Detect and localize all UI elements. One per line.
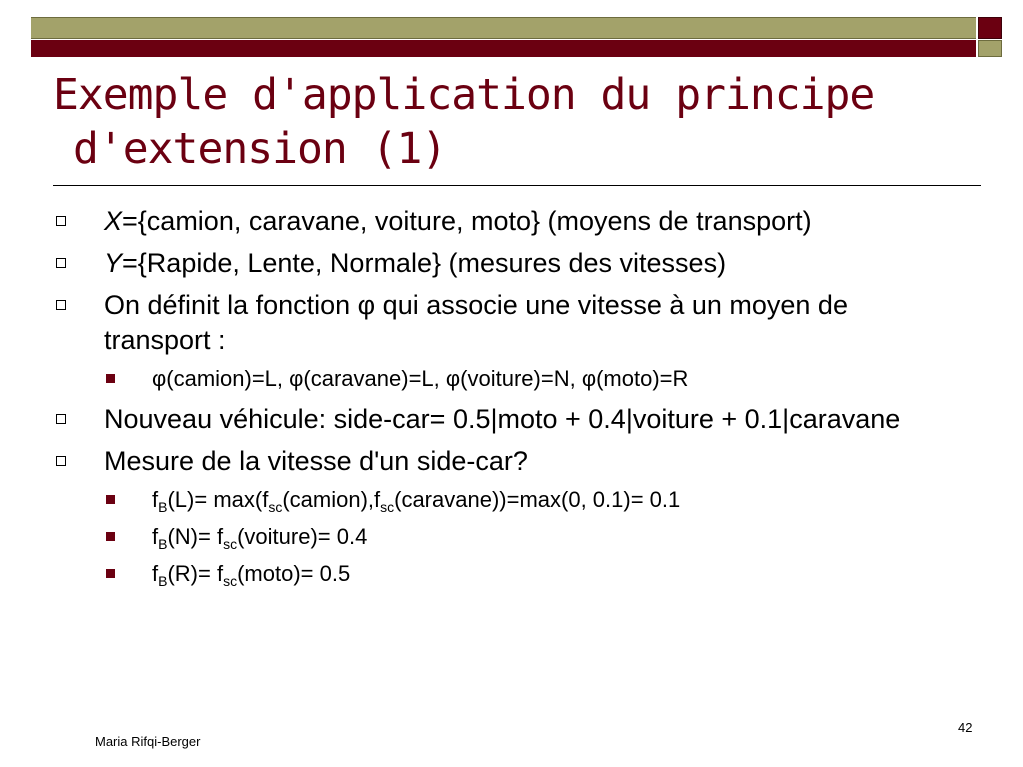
title-line-2: d'extension (1)	[73, 124, 447, 174]
filled-square-bullet-icon	[106, 532, 115, 541]
hollow-square-bullet-icon	[56, 456, 66, 466]
bullet-y-set: Y={Rapide, Lente, Normale} (mesures des vitesses)	[104, 246, 904, 281]
page-number: 42	[958, 720, 973, 735]
filled-square-bullet-icon	[106, 569, 115, 578]
slide-body	[0, 204, 1023, 597]
hollow-square-bullet-icon	[56, 258, 66, 268]
sub-bullet-phi-values: φ(camion)=L, φ(caravane)=L, φ(voiture)=N, φ(moto)=R	[152, 365, 952, 393]
bullet-speed-question: Mesure de la vitesse d'un side-car?	[104, 444, 904, 479]
sub-bullet-fb-l: $f_B(L)=$ $\max(f_{sc}(camion),f_{sc}(caravane))=\max(0$, 0.1)= 0.1	[152, 486, 952, 514]
footer-author: Maria Rifqi-Berger	[95, 734, 201, 749]
header-band-maroon	[31, 40, 976, 57]
slide-title	[53, 68, 953, 176]
sub-bullet-fb-n: $f_B(N)=$ $f_{sc}(voiture)= 0.4$	[152, 523, 952, 551]
bullet-new-vehicle: Nouveau véhicule: side-car= 0.5|moto + 0.4|voiture + 0.1|caravane	[104, 402, 904, 437]
title-rule	[53, 185, 981, 186]
filled-square-bullet-icon	[106, 374, 115, 383]
hollow-square-bullet-icon	[56, 414, 66, 424]
header-band-olive	[31, 17, 976, 39]
filled-square-bullet-icon	[106, 495, 115, 504]
bullet-function-def: On définit la fonction φ qui associe une vitesse à un moyen de transport :	[104, 288, 904, 358]
title-line-1: Exemple d'application du principe	[53, 70, 875, 120]
hollow-square-bullet-icon	[56, 216, 66, 226]
corner-square-olive	[978, 40, 1002, 57]
hollow-square-bullet-icon	[56, 300, 66, 310]
sub-bullet-fb-r: $f_B(R)=$ $f_{sc}(moto)= 0.5$	[152, 560, 952, 588]
corner-square-maroon	[978, 17, 1002, 39]
bullet-x-set: X={camion, caravane, voiture, moto} (moyens de transport)	[104, 204, 904, 239]
